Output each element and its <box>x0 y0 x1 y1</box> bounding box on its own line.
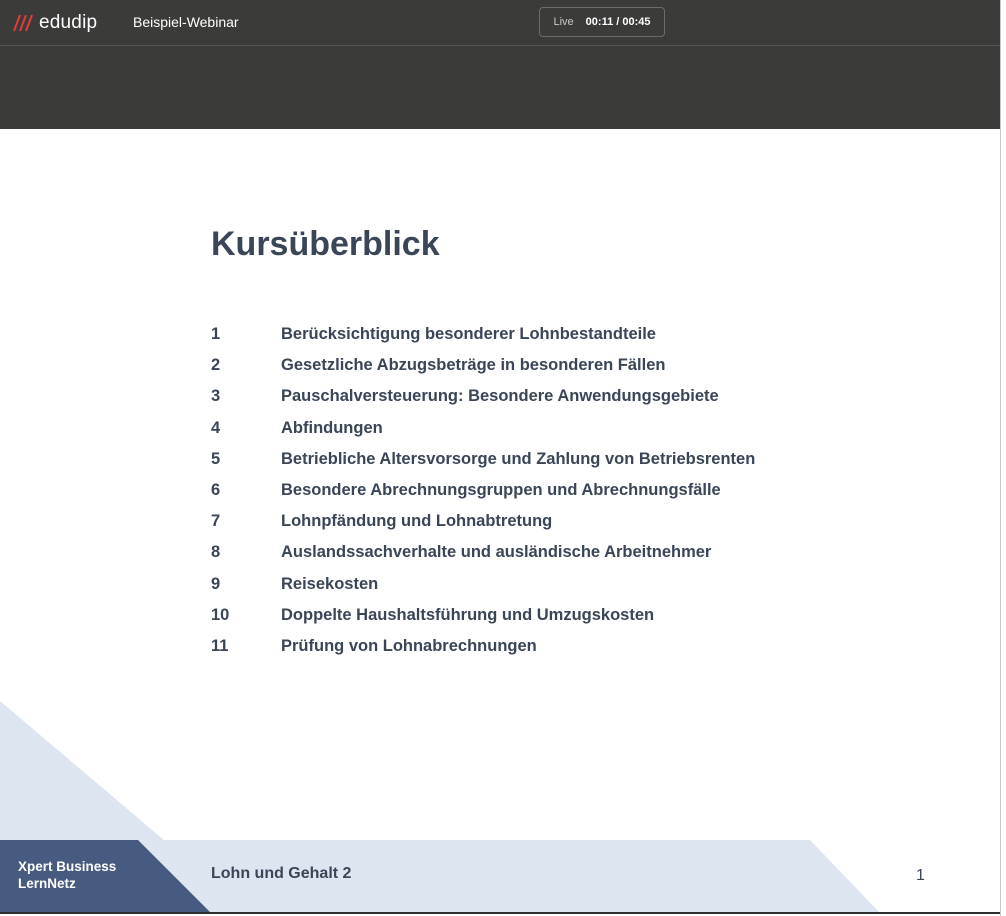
list-item <box>211 319 755 350</box>
item-number: 6 <box>211 481 221 500</box>
item-number: 8 <box>211 543 221 562</box>
course-overview-list <box>211 319 755 662</box>
item-text: Doppelte Haushaltsführung und Umzugskosten <box>281 605 655 624</box>
list-item <box>211 350 755 381</box>
list-item <box>211 537 755 568</box>
presentation-slide <box>0 129 1000 913</box>
footer-brand-line2: LernNetz <box>18 876 76 891</box>
item-text: Betriebliche Altersvorsorge und Zahlung von Betriebsrenten <box>281 449 756 468</box>
footer-brand-line1: Xpert Business <box>18 859 117 874</box>
item-number: 5 <box>211 449 221 468</box>
slide-bottom-border <box>0 912 1000 914</box>
stage-header-area <box>0 46 1000 129</box>
right-gutter <box>1000 0 1006 916</box>
item-number: 9 <box>211 574 221 593</box>
live-status-box <box>539 7 665 37</box>
item-number: 11 <box>211 636 229 655</box>
item-number: 2 <box>211 356 221 375</box>
list-item <box>211 475 755 506</box>
list-item <box>211 413 755 444</box>
item-text: Besondere Abrechnungsgruppen und Abrechnungsfälle <box>281 481 721 500</box>
list-item <box>211 569 755 600</box>
item-text: Auslandssachverhalte und ausländische Arbeitnehmer <box>281 543 712 562</box>
list-item <box>211 506 755 537</box>
list-item <box>211 444 755 475</box>
item-number: 1 <box>211 325 221 344</box>
logo-text: edudip <box>39 12 98 33</box>
list-item <box>211 600 755 631</box>
live-timer: 00:11 / 00:45 <box>585 16 651 28</box>
top-bar <box>0 0 1000 46</box>
item-number: 3 <box>211 387 221 406</box>
item-number: 10 <box>211 605 230 624</box>
footer-brand <box>18 858 116 892</box>
list-item <box>211 631 755 662</box>
edudip-logo[interactable] <box>12 10 97 36</box>
item-text: Reisekosten <box>281 574 379 593</box>
logo-slashes-icon <box>12 14 36 32</box>
webinar-title: Beispiel-Webinar <box>133 14 239 30</box>
item-text: Lohnpfändung und Lohnabtretung <box>281 512 553 531</box>
list-item <box>211 381 755 412</box>
slide-page-number: 1 <box>916 867 925 884</box>
slide-title: Kursüberblick <box>211 225 440 263</box>
item-text: Abfindungen <box>281 418 383 437</box>
item-number: 7 <box>211 512 221 531</box>
item-text: Pauschalversteuerung: Besondere Anwendungsgebiete <box>281 387 719 406</box>
item-text: Gesetzliche Abzugsbeträge in besonderen Fällen <box>281 356 666 375</box>
footer-course-title: Lohn und Gehalt 2 <box>211 865 352 882</box>
item-text: Berücksichtigung besonderer Lohnbestandteile <box>281 325 656 344</box>
item-text: Prüfung von Lohnabrechnungen <box>281 636 537 655</box>
item-number: 4 <box>211 418 221 437</box>
live-label: Live <box>553 16 574 28</box>
